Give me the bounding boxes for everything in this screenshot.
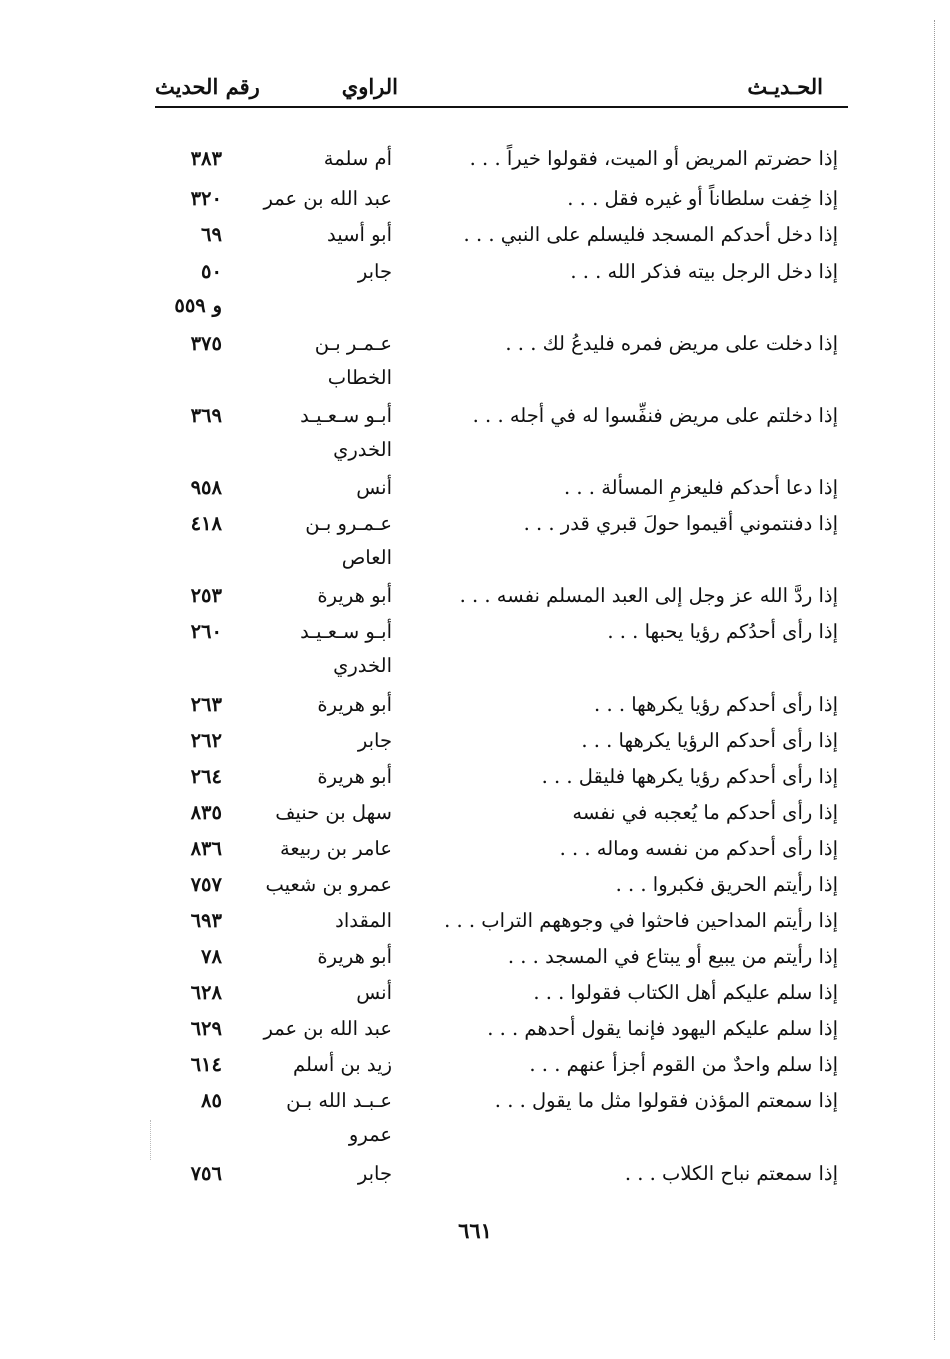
table-row — [0, 512, 950, 569]
hadith-text: إذا ردَّ الله عز وجل إلى العبد المسلم نفسه . . . — [459, 584, 838, 607]
hadith-number: ٦٢٨ — [190, 981, 222, 1004]
table-row — [0, 584, 950, 618]
table-row — [0, 404, 950, 461]
narrator-name: عـمـرو بـن — [305, 512, 392, 535]
narrator-name: أبو أسيد — [327, 223, 392, 246]
hadith-text: إذا سلم واحدٌ من القوم أجزأ عنهم . . . — [529, 1053, 838, 1076]
narrator-name-continued: الخدري — [333, 438, 392, 461]
header-hadith: الحـديـث — [747, 74, 823, 99]
header-narrator: الراوي — [341, 74, 398, 99]
hadith-number: ٨٣٦ — [190, 837, 222, 860]
narrator-name: عامر بن ربيعة — [279, 837, 392, 860]
table-row — [0, 765, 950, 799]
hadith-number: ٧٥٧ — [190, 873, 222, 896]
hadith-number-additional: و ٥٥٩ — [174, 294, 222, 317]
hadith-text: إذا سلم عليكم أهل الكتاب فقولوا . . . — [533, 981, 838, 1004]
hadith-text: إذا رأيتم المداحين فاحثوا في وجوههم التراب . . . — [444, 909, 838, 932]
hadith-text: إذا رأى أحدكم الرؤيا يكرهها . . . — [581, 729, 838, 752]
hadith-text: إذا رأى أحدكم رؤيا يكرهها فليقل . . . — [541, 765, 838, 788]
hadith-number: ٣٨٣ — [190, 147, 222, 170]
table-row — [0, 1017, 950, 1051]
narrator-name: أبو هريرة — [317, 945, 392, 968]
hadith-text: إذا رأيتم الحريق فكبروا . . . — [615, 873, 838, 896]
hadith-text: إذا دخل الرجل بيته فذكر الله . . . — [570, 260, 838, 283]
table-row — [0, 1162, 950, 1196]
hadith-text: إذا سلم عليكم اليهود فإنما يقول أحدهم . . . — [487, 1017, 838, 1040]
header-number: رقم الحديث — [155, 74, 260, 99]
table-row — [0, 260, 950, 317]
narrator-name: عبد الله بن عمر — [263, 187, 392, 210]
table-row — [0, 620, 950, 677]
narrator-name: جابر — [357, 729, 392, 752]
hadith-text: إذا دخلت على مريض فمره فليدعُ لك . . . — [505, 332, 838, 355]
narrator-name: سهل بن حنيف — [275, 801, 392, 824]
hadith-text: إذا خِفت سلطاناً أو غيره فقل . . . — [567, 187, 838, 210]
narrator-name-continued: عمرو — [348, 1123, 392, 1146]
hadith-text: إذا رأى أحدكم من نفسه وماله . . . — [559, 837, 838, 860]
hadith-text: إذا دخل أحدكم المسجد فليسلم على النبي . . . — [463, 223, 838, 246]
narrator-name-continued: الخدري — [333, 654, 392, 677]
narrator-name: أنس — [356, 981, 392, 1004]
hadith-number: ٦١٤ — [190, 1053, 222, 1076]
hadith-text: إذا رأى أحدُكم رؤيا يحبها . . . — [607, 620, 838, 643]
table-row — [0, 801, 950, 835]
table-row — [0, 729, 950, 763]
hadith-number: ٨٣٥ — [190, 801, 222, 824]
narrator-name: أنس — [356, 476, 392, 499]
narrator-name: عـمـر بـن — [314, 332, 392, 355]
hadith-text: إذا رأيتم من يبيع أو يبتاع في المسجد . . . — [507, 945, 838, 968]
hadith-text: إذا رأى أحدكم رؤيا يكرهها . . . — [594, 693, 838, 716]
hadith-number: ٨٥ — [201, 1089, 222, 1112]
table-row — [0, 693, 950, 727]
table-row — [0, 945, 950, 979]
table-row — [0, 873, 950, 907]
hadith-text: إذا دعا أحدكم فليعزمِ المسألة . . . — [564, 476, 838, 499]
narrator-name: أبو هريرة — [317, 693, 392, 716]
hadith-number: ٧٨ — [201, 945, 222, 968]
narrator-name: عـبـد الله بـن — [286, 1089, 392, 1112]
hadith-number: ٤١٨ — [190, 512, 222, 535]
hadith-text: إذا دفنتموني أقيموا حولَ قبري قدر . . . — [523, 512, 838, 535]
narrator-name: عبد الله بن عمر — [263, 1017, 392, 1040]
narrator-name-continued: الخطاب — [327, 366, 392, 389]
table-row — [0, 223, 950, 257]
hadith-number: ٢٥٣ — [190, 584, 222, 607]
narrator-name: أبو هريرة — [317, 584, 392, 607]
hadith-text: إذا سمعتم نباح الكلاب . . . — [624, 1162, 838, 1185]
table-row — [0, 1089, 950, 1146]
hadith-number: ٣٦٩ — [190, 404, 222, 427]
table-row — [0, 476, 950, 510]
narrator-name: أم سلمة — [323, 147, 392, 170]
hadith-number: ٢٦٢ — [190, 729, 222, 752]
narrator-name: جابر — [357, 1162, 392, 1185]
table-row — [0, 147, 950, 181]
narrator-name: أبو هريرة — [317, 765, 392, 788]
hadith-number: ٦٩ — [201, 223, 222, 246]
hadith-number: ٣٢٠ — [190, 187, 222, 210]
narrator-name: المقداد — [335, 909, 392, 932]
hadith-text: إذا رأى أحدكم ما يُعجبه في نفسه — [572, 801, 838, 824]
hadith-number: ٧٥٦ — [190, 1162, 222, 1185]
table-row — [0, 837, 950, 871]
hadith-number: ٦٢٩ — [190, 1017, 222, 1040]
hadith-number: ٣٧٥ — [190, 332, 222, 355]
table-row — [0, 1053, 950, 1087]
page-number: ٦٦١ — [458, 1218, 492, 1243]
hadith-number: ٦٩٣ — [190, 909, 222, 932]
narrator-name-continued: العاص — [341, 546, 392, 569]
hadith-text: إذا حضرتم المريض أو الميت، فقولوا خيراً . . . — [469, 147, 838, 170]
table-row — [0, 187, 950, 221]
narrator-name: جابر — [357, 260, 392, 283]
narrator-name: أبـو سـعـيـد — [300, 404, 392, 427]
hadith-text: إذا سمعتم المؤذن فقولوا مثل ما يقول . . . — [494, 1089, 838, 1112]
page-edge-mark — [934, 20, 935, 1340]
hadith-number: ٥٠ — [201, 260, 222, 283]
table-row — [0, 981, 950, 1015]
table-row — [0, 332, 950, 389]
hadith-number: ٢٦٤ — [190, 765, 222, 788]
hadith-number: ٢٦٣ — [190, 693, 222, 716]
narrator-name: زيد بن أسلم — [293, 1053, 392, 1076]
table-row — [0, 909, 950, 943]
hadith-number: ٩٥٨ — [190, 476, 222, 499]
narrator-name: عمرو بن شعيب — [265, 873, 392, 896]
page-edge-mark-left — [150, 1120, 151, 1160]
hadith-number: ٢٦٠ — [190, 620, 222, 643]
narrator-name: أبـو سـعـيـد — [300, 620, 392, 643]
hadith-text: إذا دخلتم على مريض فنفِّسوا له في أجله . . . — [472, 404, 838, 427]
